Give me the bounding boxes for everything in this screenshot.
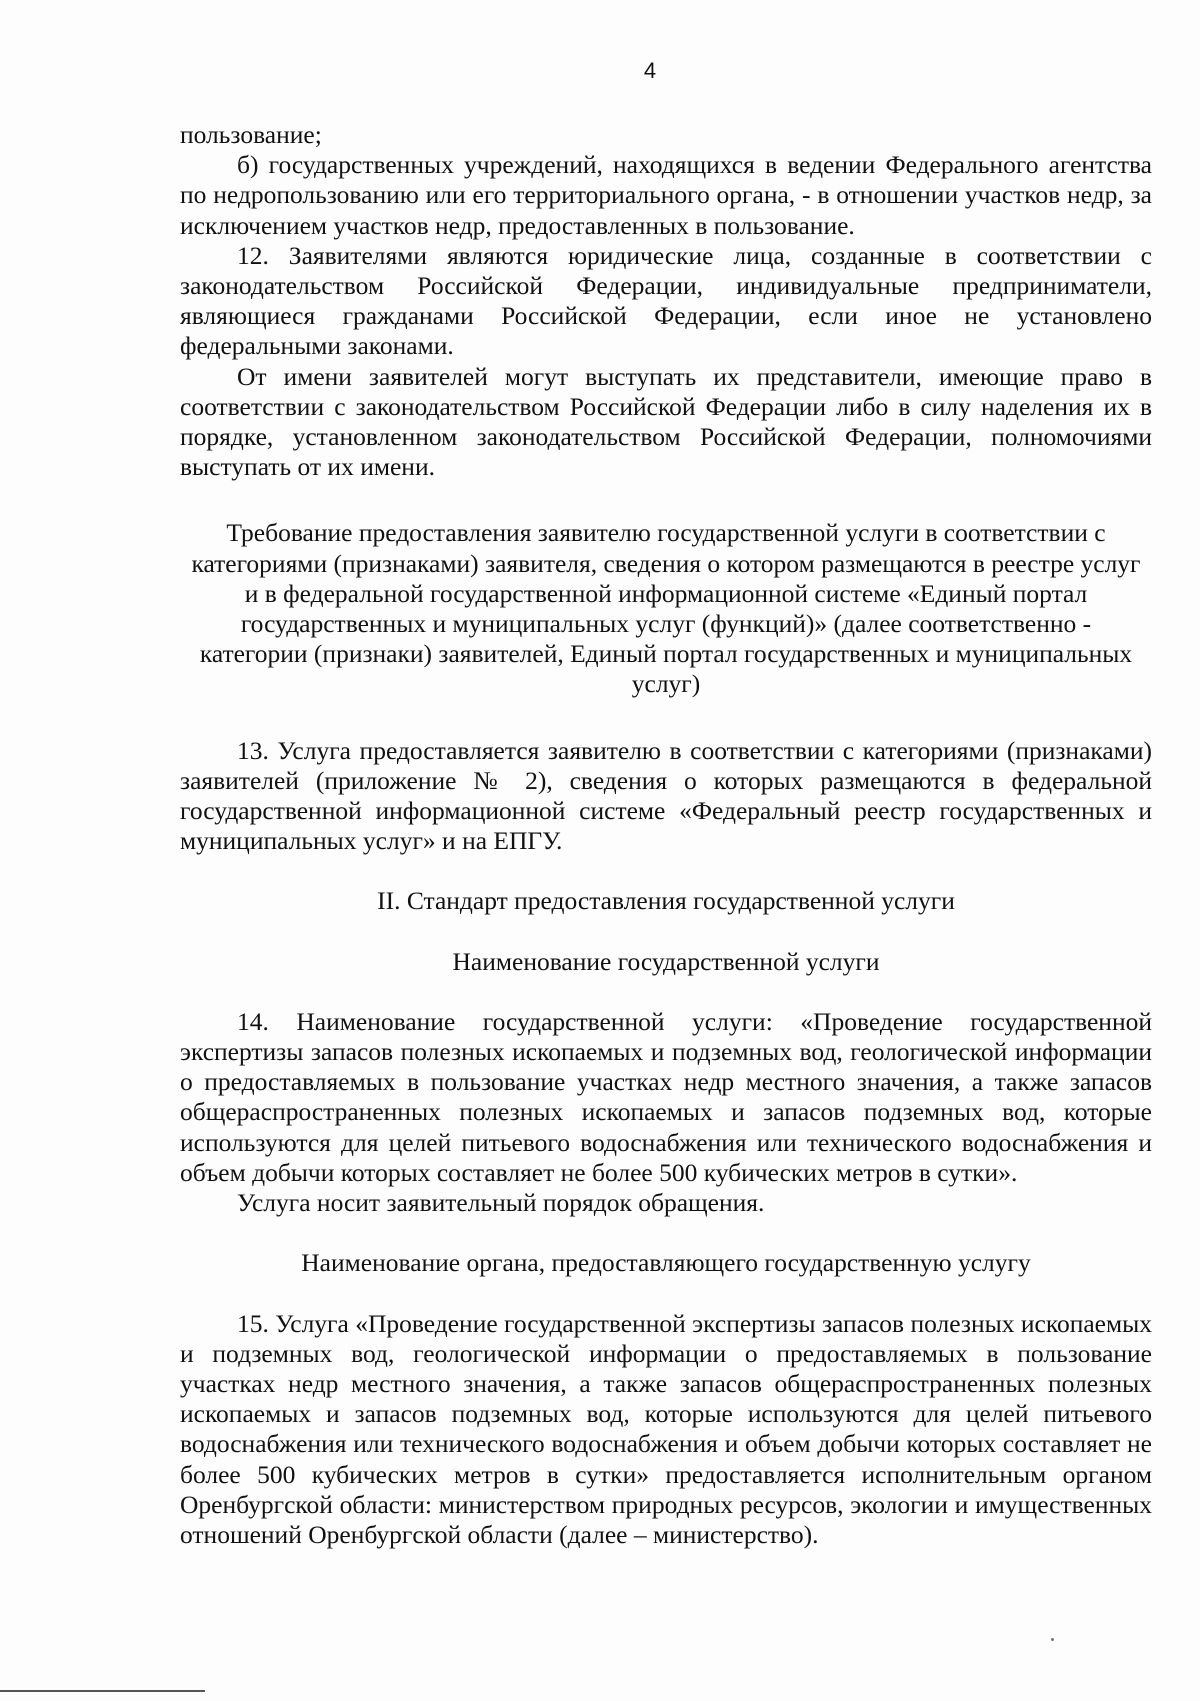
spacer [180,1279,1152,1309]
paragraph-application-order: Услуга носит заявительный порядок обращения. [237,1188,765,1218]
spacer [180,482,1152,518]
spacer [180,700,1152,736]
chapter-heading-standard: II. Стандарт предоставления государственной услуги [377,886,955,916]
paragraph-continuation: пользование; [180,120,322,149]
paragraph-15: 15. Услуга «Проведение государственной экспертизы запасов полезных ископаемых и подземных вод, геологической информации о предоставляемых в пользование участках недр местного значения, а также запасов общераспространенных полезных ископаемых и запасов подземных вод, которые используются для целей питьевого водоснабжения или технического водоснабжения и объем добычи которых составляет не более 500 кубических метров в сутки» предоставляется исполнительным органом Оренбургской области: министерством природных ресурсов, экологии и имущественных отношений Оренбургской области (далее – министерство). [180,1308,1152,1549]
spacer [180,917,1152,947]
section-heading-applicant-categories: Требование предоставления заявителю государственной услуги в соответствии с категориями (признаками) заявителя, сведения о котором размещаются в реестре услуг и в федеральной государственной информационной системе «Единый портал государственных и муниципальных услуг (функций)» (далее соответственно - категории (признаки) заявителей, Единый портал государственных и муниципальных услуг) [191,518,1141,699]
section-heading-service-name: Наименование государственной услуги [452,946,880,976]
document-body [180,120,1152,1550]
paragraph-subitem-b: б) государственных учреждений, находящихся в ведении Федерального агентства по недропользованию или его территориального органа, - в отношении участков недр, за исключением участков недр, предоставленных в пользование. [180,150,1152,240]
page-number: 4 [643,58,657,83]
spacer [180,856,1152,886]
scan-speck [1051,1638,1054,1641]
paragraph-12: 12. Заявителями являются юридические лица, созданные в соответствии с законодательством Российской Федерации, индивидуальные предприниматели, являющиеся гражданами Российской Федерации, если иное не установлено федеральными законами. [180,240,1152,361]
paragraph-representatives: От имени заявителей могут выступать их представители, имеющие право в соответствии с законодательством Российской Федерации либо в силу наделения их в порядке, установленном законодательством Российской Федерации, полномочиями выступать от их имени. [180,361,1152,482]
bottom-edge-line [0,1690,205,1692]
spacer [180,1218,1152,1248]
spacer [180,977,1152,1007]
paragraph-14: 14. Наименование государственной услуги: «Проведение государственной экспертизы запасов полезных ископаемых и подземных вод, геологической информации о предоставляемых в пользование участках недр местного значения, а также запасов общераспространенных полезных ископаемых и запасов подземных вод, которые используются для целей питьевого водоснабжения или технического водоснабжения и объем добычи которых составляет не более 500 кубических метров в сутки». [180,1006,1152,1187]
section-heading-providing-body: Наименование органа, предоставляющего государственную услугу [301,1248,1031,1278]
paragraph-13: 13. Услуга предоставляется заявителю в соответствии с категориями (признаками) заявителей (приложение № 2), сведения о которых размещаются в федеральной государственной информационной системе «Федеральный реестр государственных и муниципальных услуг» и на ЕПГУ. [180,735,1152,856]
